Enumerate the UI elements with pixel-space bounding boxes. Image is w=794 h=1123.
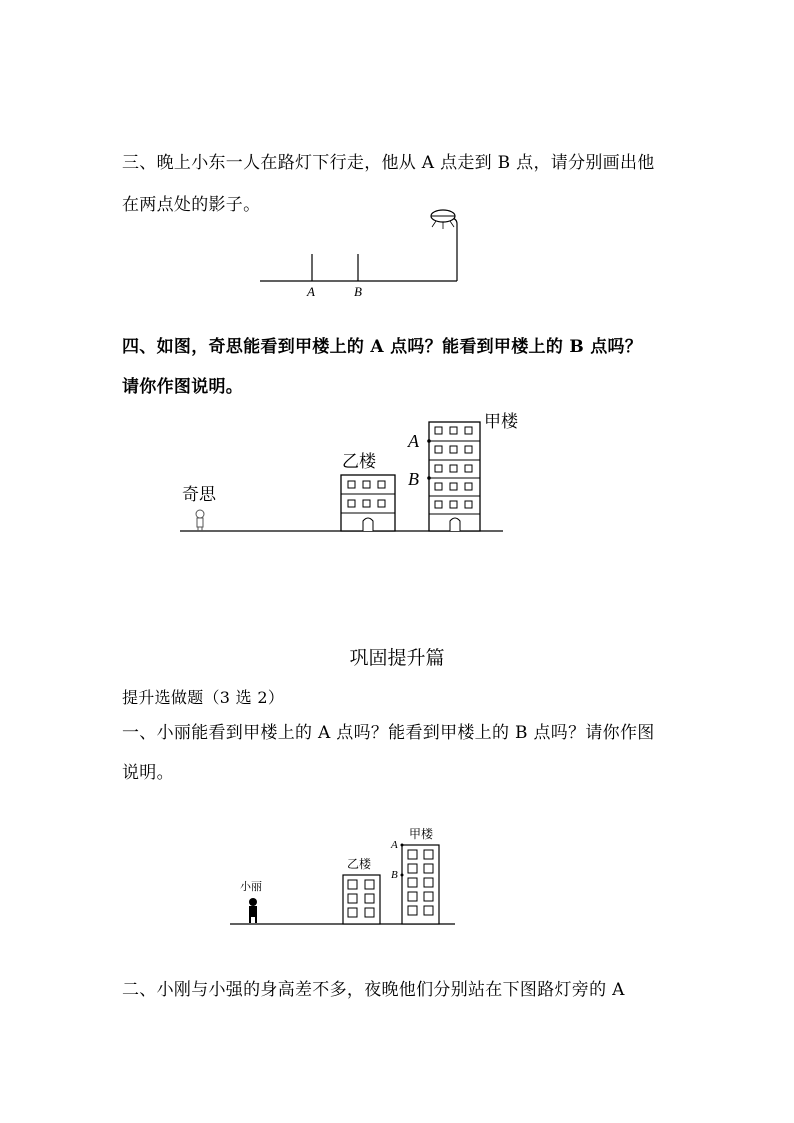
person-icon (249, 898, 257, 923)
person-label: 小丽 (240, 880, 262, 893)
q3-streetlight-figure (250, 200, 480, 300)
section-title: 巩固提升篇 (349, 647, 445, 669)
subtitle: 提升选做题（3 选 2） (122, 688, 285, 707)
q4-buildings-figure (170, 405, 518, 540)
point-a-dot (427, 439, 431, 443)
building-yi-label: 乙楼 (347, 857, 372, 871)
label-b: B (408, 469, 419, 489)
q4-text-line1: 四、如图，奇思能看到甲楼上的 A 点吗？能看到甲楼上的 B 点吗？ (122, 337, 643, 357)
p2-text-line1: 二、小刚与小强的身高差不多，夜晚他们分别站在下图路灯旁的 A (122, 980, 625, 1000)
q3-text-line1: 三、晚上小东一人在路灯下行走，他从 A 点走到 B 点，请分别画出他 (122, 153, 655, 173)
person-label: 奇思 (182, 485, 216, 505)
label-a: A (391, 839, 398, 851)
point-a-dot (401, 844, 404, 847)
p1-buildings-figure (225, 820, 465, 932)
building-jia-label: 甲楼 (484, 412, 518, 432)
p1-text-line2: 说明。 (122, 763, 174, 783)
point-b-dot (401, 874, 404, 877)
label-b: B (354, 284, 362, 299)
label-b: B (391, 869, 398, 881)
building-yi (343, 875, 380, 924)
person-icon (196, 510, 204, 531)
building-yi-label: 乙楼 (342, 452, 376, 472)
label-a: A (307, 284, 315, 299)
point-b-dot (427, 476, 431, 480)
building-jia (427, 422, 480, 531)
building-yi (341, 475, 395, 531)
building-jia-label: 甲楼 (409, 827, 434, 841)
label-a: A (408, 431, 419, 451)
street-lamp-icon (431, 210, 455, 229)
q3-text-line2: 在两点处的影子。 (122, 195, 261, 215)
q4-text-line2: 请你作图说明。 (122, 377, 244, 397)
p1-text-line1: 一、小丽能看到甲楼上的 A 点吗？能看到甲楼上的 B 点吗？请你作图 (122, 723, 655, 743)
building-jia (401, 844, 440, 925)
